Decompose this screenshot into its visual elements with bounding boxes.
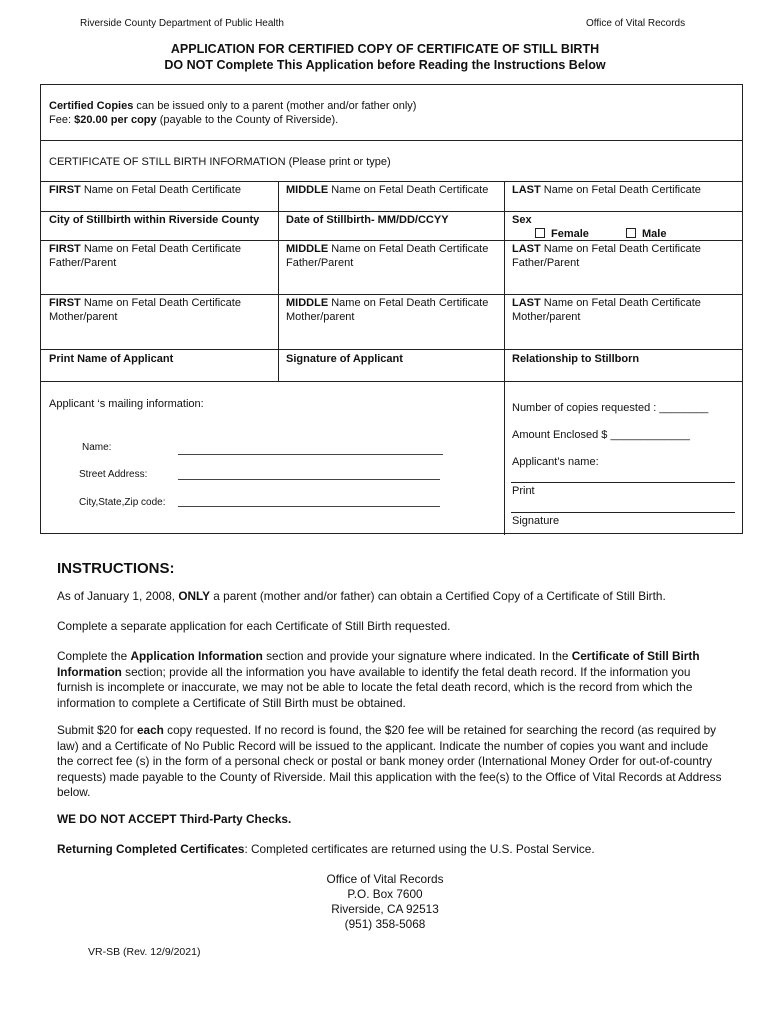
form-revision: VR-SB (Rev. 12/9/2021) xyxy=(88,946,201,958)
copies-requested-field[interactable]: Number of copies requested : ________ xyxy=(512,402,709,414)
fee-line: Fee: $20.00 per copy (payable to the County of Riverside). xyxy=(49,114,339,126)
mother-first-name-field[interactable]: FIRST Name on Fetal Death Certificate Mother/parent xyxy=(49,297,241,323)
address-line-phone: (951) 358-5068 xyxy=(344,917,426,931)
checkbox-icon xyxy=(535,228,545,238)
father-last-name-field[interactable]: LAST Name on Fetal Death Certificate Father/Parent xyxy=(512,243,701,269)
applicant-print-line[interactable] xyxy=(511,482,735,483)
applicant-signature-line[interactable] xyxy=(511,512,735,513)
last-name-fetal-field[interactable]: LAST Name on Fetal Death Certificate xyxy=(512,184,701,196)
mailing-info-title: Applicant ‘s mailing information: xyxy=(49,398,204,410)
male-checkbox[interactable]: Male xyxy=(626,227,666,241)
application-form xyxy=(40,84,743,534)
applicant-name-label: Applicant’s name: xyxy=(512,456,599,468)
address-line-city: Riverside, CA 92513 xyxy=(331,902,439,916)
instructions-paragraph-returning: Returning Completed Certificates: Completed certificates are returned using the U.S. Postal Service. xyxy=(57,842,595,856)
mother-middle-name-field[interactable]: MIDDLE Name on Fetal Death Certificate Mother/parent xyxy=(286,297,489,323)
relationship-field[interactable]: Relationship to Stillborn xyxy=(512,353,640,365)
department-name: Riverside County Department of Public Health xyxy=(80,18,284,29)
father-middle-name-field[interactable]: MIDDLE Name on Fetal Death Certificate Father/Parent xyxy=(286,243,489,269)
mail-city-label: City,State,Zip code: xyxy=(79,497,166,508)
instructions-paragraph-3: Complete the Application Information section and provide your signature where indicated. In the Certificate of Still Birth Information section; provide all the information you have available to identify the fetal death record. If the information you furnish is incomplete or inaccurate, we may not be able to locate the fetal death record, which is the record from which the information to complete a Certificate of Still Birth must be obtained. xyxy=(57,649,700,710)
applicant-signature-field[interactable]: Signature of Applicant xyxy=(286,353,403,365)
signature-label: Signature xyxy=(512,515,560,527)
female-checkbox[interactable]: Female xyxy=(535,227,589,241)
instructions-heading: INSTRUCTIONS: xyxy=(57,560,175,577)
mail-street-label: Street Address: xyxy=(79,469,148,480)
amount-enclosed-field[interactable]: Amount Enclosed $ _____________ xyxy=(512,429,690,441)
city-of-stillbirth-field[interactable]: City of Stillbirth within Riverside County xyxy=(49,214,260,226)
mail-name-label: Name: xyxy=(82,442,112,453)
third-party-checks-notice: WE DO NOT ACCEPT Third-Party Checks. xyxy=(57,812,292,826)
mail-street-input[interactable] xyxy=(178,479,440,480)
instructions-paragraph-2: Complete a separate application for each Certificate of Still Birth requested. xyxy=(57,619,451,633)
instructions-paragraph-1: As of January 1, 2008, ONLY a parent (mother and/or father) can obtain a Certified Copy of a Certificate of Still Birth. xyxy=(57,589,666,603)
intro-line-1: Certified Copies can be issued only to a parent (mother and/or father only) xyxy=(49,100,417,112)
section-title: CERTIFICATE OF STILL BIRTH INFORMATION (Please print or type) xyxy=(49,156,391,168)
middle-name-fetal-field[interactable]: MIDDLE Name on Fetal Death Certificate xyxy=(286,184,489,196)
mother-last-name-field[interactable]: LAST Name on Fetal Death Certificate Mother/parent xyxy=(512,297,701,323)
father-first-name-field[interactable]: FIRST Name on Fetal Death Certificate Father/Parent xyxy=(49,243,241,269)
checkbox-icon xyxy=(626,228,636,238)
address-line-office: Office of Vital Records xyxy=(326,872,444,886)
instructions-paragraph-4: Submit $20 for each copy requested. If no record is found, the $20 fee will be retained for searching the record (as required by law) and a Certificate of No Public Record will be issued to the applicant. Indicate the number of copies you want and include the correct fee (s) in the form of a personal check or postal or bank money order (International Money Order for out-of-country requests) made payable to the County of Riverside. Mail this application with the fee(s) to the Office of Vital Records at Address below. xyxy=(57,723,722,799)
form-title: APPLICATION FOR CERTIFIED COPY OF CERTIFICATE OF STILL BIRTH xyxy=(170,42,600,56)
mail-name-input[interactable] xyxy=(178,454,443,455)
applicant-print-name-field[interactable]: Print Name of Applicant xyxy=(49,353,174,365)
office-name: Office of Vital Records xyxy=(586,18,686,29)
first-name-fetal-field[interactable]: FIRST Name on Fetal Death Certificate xyxy=(49,184,241,196)
address-line-pobox: P.O. Box 7600 xyxy=(347,887,423,901)
form-subtitle: DO NOT Complete This Application before Reading the Instructions Below xyxy=(164,58,606,72)
mail-city-input[interactable] xyxy=(178,506,440,507)
sex-label: Sex xyxy=(512,214,532,226)
print-label: Print xyxy=(512,485,535,497)
date-of-stillbirth-field[interactable]: Date of Stillbirth- MM/DD/CCYY xyxy=(286,214,449,226)
